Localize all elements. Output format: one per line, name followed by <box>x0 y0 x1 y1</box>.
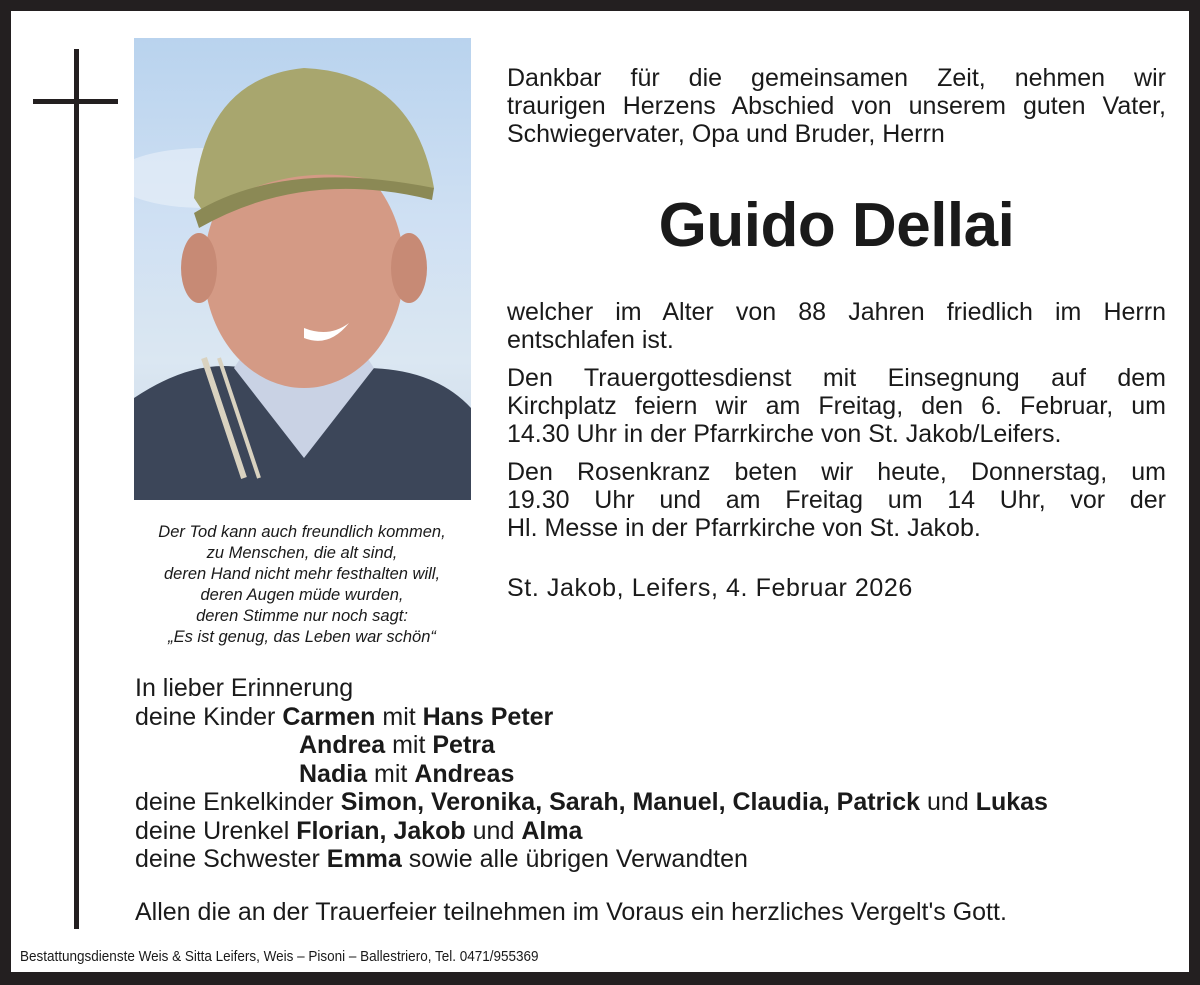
cross-icon-bar <box>33 99 118 104</box>
label: deine Kinder <box>135 702 276 731</box>
partner-name: Petra <box>432 731 495 759</box>
family-heading: In lieber Erinnerung <box>135 674 354 702</box>
children-line <box>135 731 1048 760</box>
rosary-text <box>507 458 1166 542</box>
text-line: entschlafen ist. <box>507 326 674 354</box>
children-line <box>135 703 1048 732</box>
with: mit <box>392 731 426 759</box>
partner-name: Andreas <box>414 759 515 788</box>
age-text <box>507 298 1166 354</box>
text-line: 19.30 Uhr und am Freitag um 14 Uhr, vor der <box>507 486 1166 514</box>
great-grandchildren-line <box>135 817 1048 846</box>
child-name: Carmen <box>282 702 376 731</box>
text-line: Hl. Messe in der Pfarrkirche von St. Jakob. <box>507 514 981 542</box>
poem-line: deren Augen müde wurden, <box>200 586 404 604</box>
poem-line: Der Tod kann auch freundlich kommen, <box>158 523 446 541</box>
names: Emma <box>326 845 402 873</box>
text-line: Den Trauergottesdienst mit Einsegnung auf dem <box>507 364 1166 392</box>
text-line: welcher im Alter von 88 Jahren friedlich im Herrn <box>507 298 1166 326</box>
poem-line: zu Menschen, die alt sind, <box>206 544 398 562</box>
and: und <box>472 816 515 845</box>
relatives: sowie alle übrigen Verwandten <box>408 845 748 873</box>
cross-icon <box>74 49 79 929</box>
label: deine Enkelkinder <box>135 788 334 816</box>
names: Alma <box>521 816 583 845</box>
child-name: Andrea <box>299 731 386 759</box>
thanks-text: Allen die an der Trauerfeier teilnehmen im Voraus ein herzliches Vergelt's Gott. <box>135 898 1007 926</box>
names: Simon, Veronika, Sarah, Manuel, Claudia, Patrick <box>340 788 921 816</box>
child-name: Nadia <box>299 759 368 788</box>
and: und <box>927 788 969 816</box>
family-list <box>135 674 1048 874</box>
place-date <box>507 574 1166 602</box>
names: Lukas <box>975 788 1048 816</box>
text-line: Schwiegervater, Opa und Bruder, Herrn <box>507 120 945 148</box>
label: deine Schwester <box>135 845 320 873</box>
deceased-name: Guido Dellai <box>658 191 1015 260</box>
partner-name: Hans Peter <box>422 702 554 731</box>
text-line: Kirchplatz feiern wir am Freitag, den 6. Februar, um <box>507 392 1166 420</box>
label: deine Urenkel <box>135 816 290 845</box>
funeral-home-footer: Bestattungsdienste Weis & Sitta Leifers, Weis – Pisoni – Ballestriero, Tel. 0471/955369 <box>20 948 539 965</box>
grandchildren-line <box>135 788 1048 817</box>
poem-line: deren Hand nicht mehr festhalten will, <box>163 565 441 583</box>
names: Florian, Jakob <box>296 816 466 845</box>
funeral-service-text <box>507 364 1166 448</box>
poem-line: „Es ist genug, das Leben war schön“ <box>168 628 436 646</box>
with: mit <box>374 759 408 788</box>
text-line: Den Rosenkranz beten wir heute, Donnerstag, um <box>507 458 1166 486</box>
sister-line <box>135 845 1048 874</box>
text-line: Dankbar für die gemeinsamen Zeit, nehmen wir <box>507 64 1166 92</box>
portrait-photo <box>134 38 471 500</box>
text-line: St. Jakob, Leifers, 4. Februar 2026 <box>507 574 913 602</box>
poem <box>124 522 480 648</box>
intro-text <box>507 64 1166 148</box>
text-line: traurigen Herzens Abschied von unserem guten Vater, <box>507 92 1166 120</box>
poem-line: deren Stimme nur noch sagt: <box>196 607 408 625</box>
children-line <box>135 760 1048 789</box>
with: mit <box>382 702 416 731</box>
text-line: 14.30 Uhr in der Pfarrkirche von St. Jakob/Leifers. <box>507 420 1062 448</box>
